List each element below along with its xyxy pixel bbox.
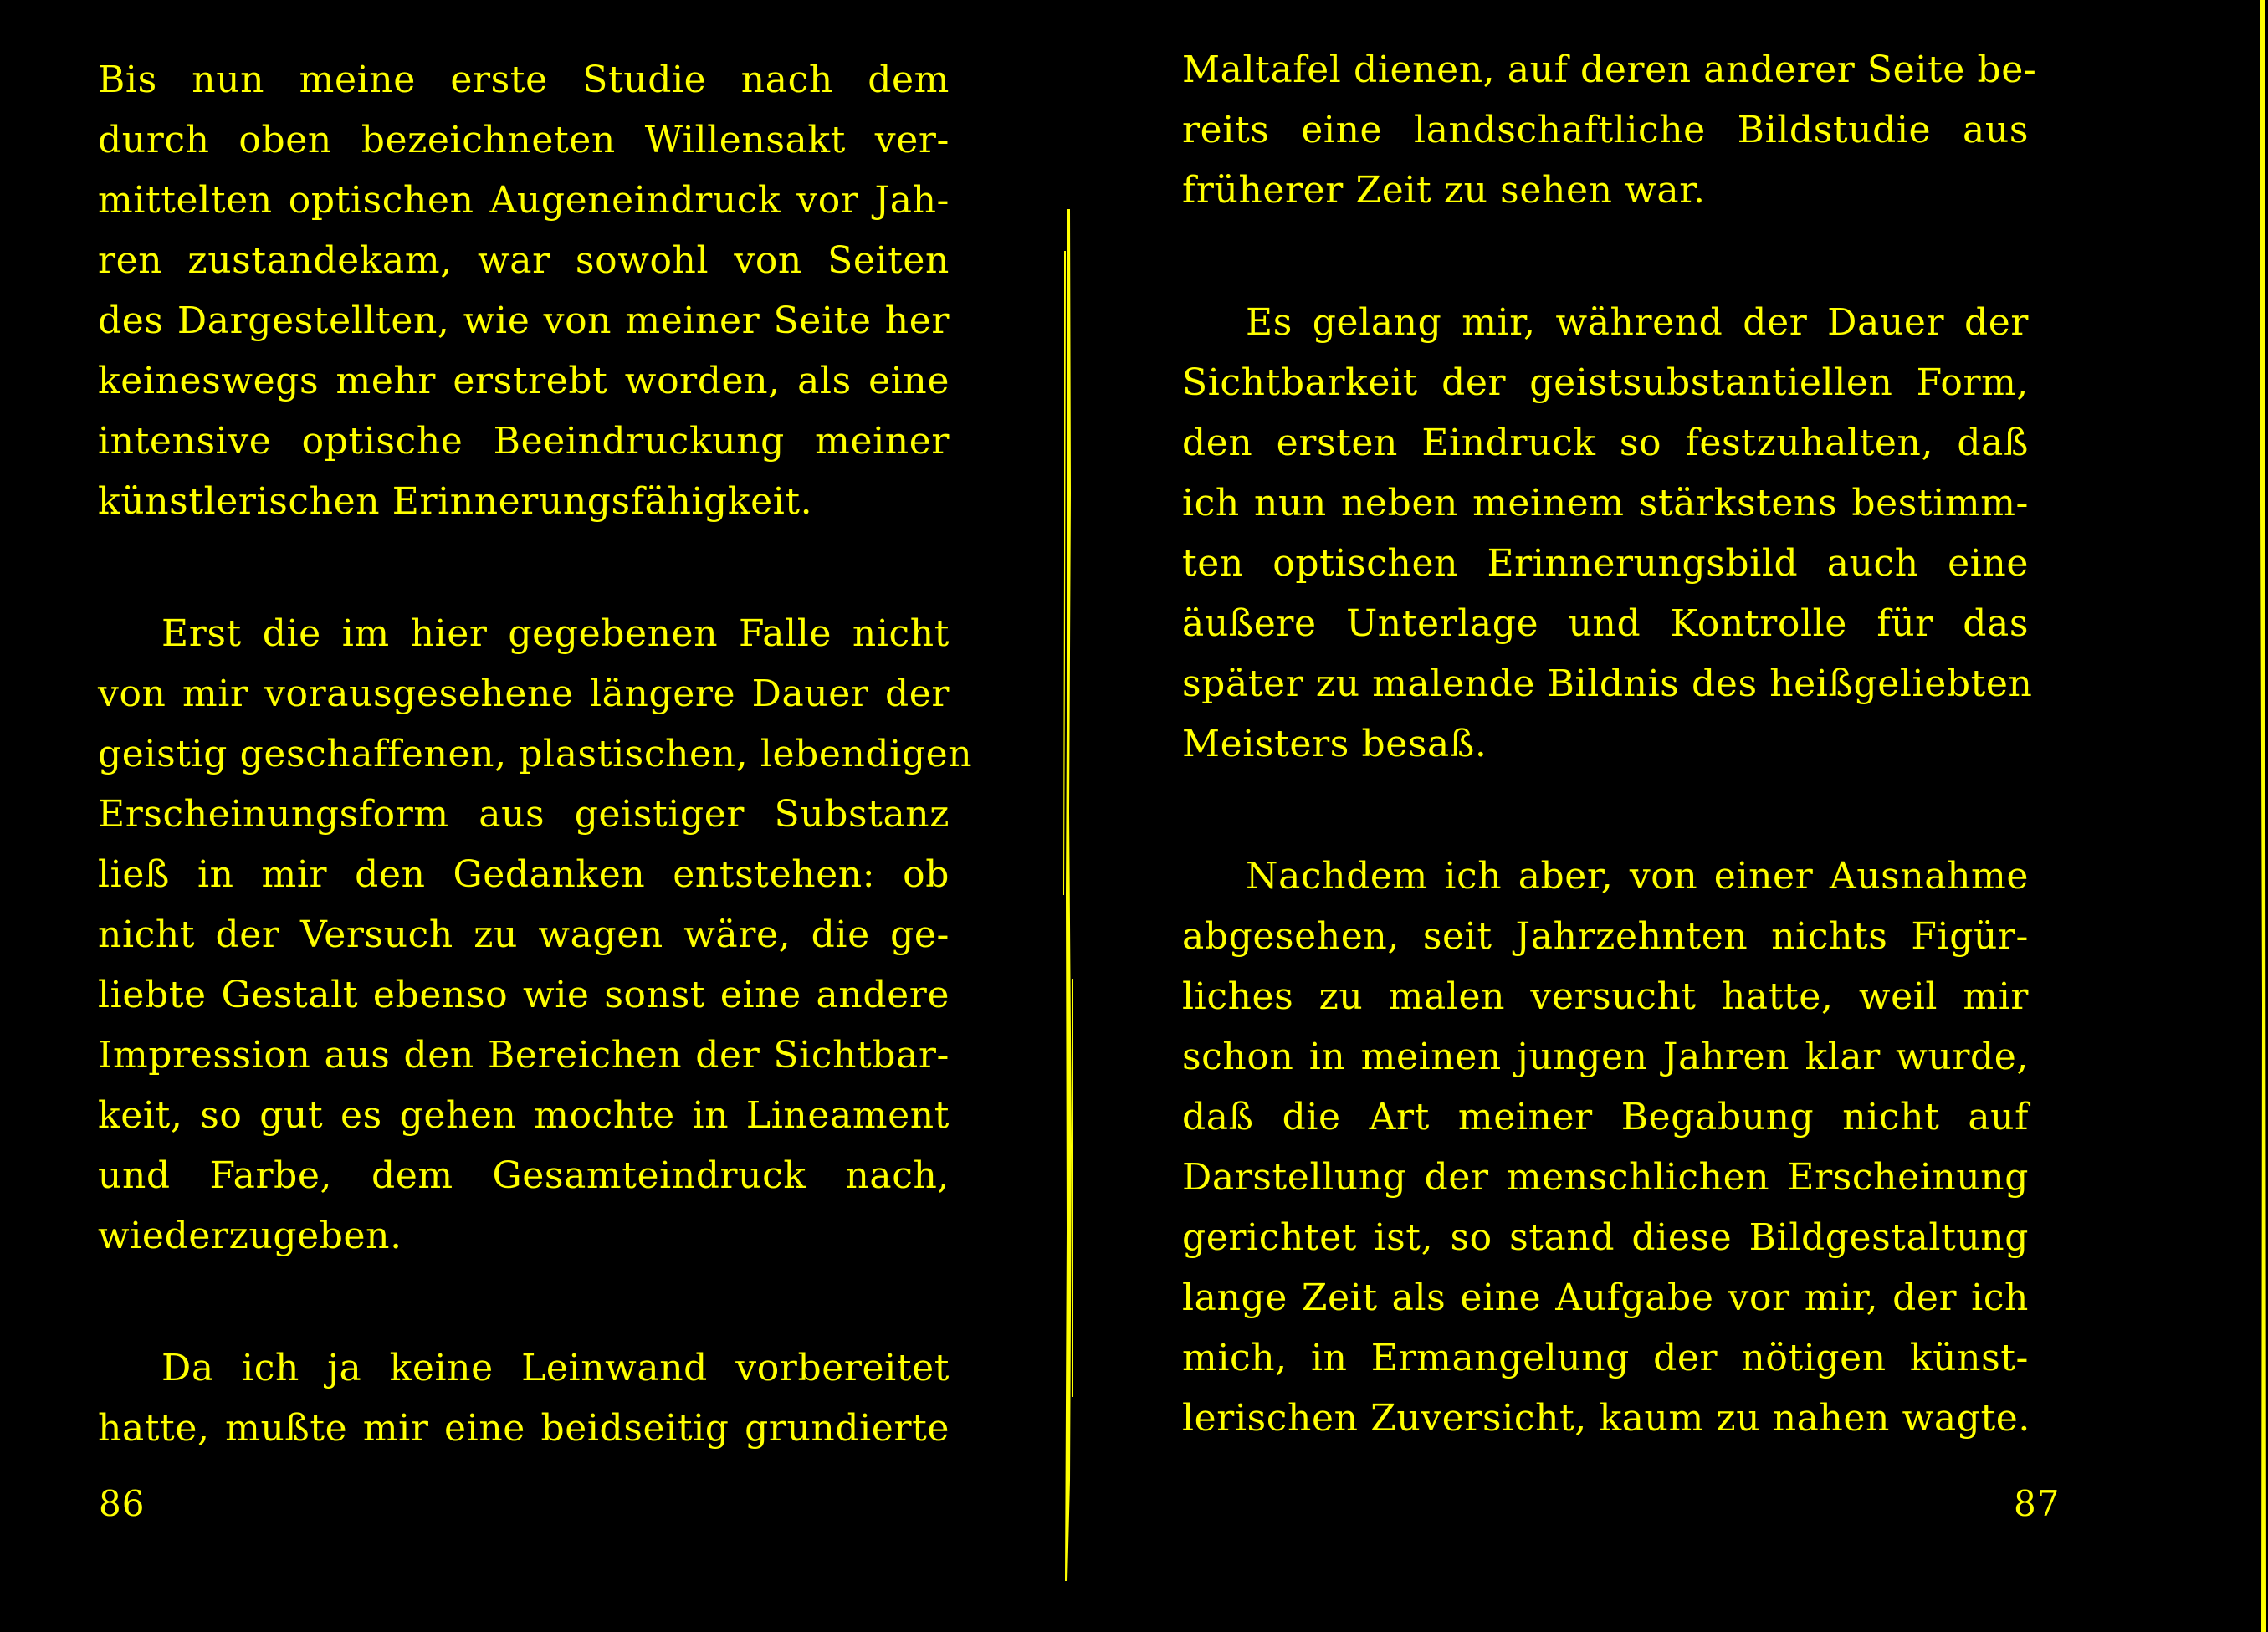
text-line: Da ich ja keine Leinwand vorbereitet <box>161 1347 950 1389</box>
text-line: geistig geschaffenen, plastischen, lebendigen <box>98 733 973 775</box>
left-page <box>0 0 1054 1632</box>
paragraph <box>98 604 973 1266</box>
text-line: gerichtet ist, so stand diese Bildgestaltung <box>1182 1216 2029 1259</box>
text-line: durch oben bezeichneten Willensakt ver- <box>98 119 950 161</box>
text-line: Impression aus den Bereichen der Sichtbar- <box>98 1034 950 1077</box>
paragraph <box>1182 293 2033 775</box>
text-line: keineswegs mehr erstrebt worden, als eine <box>98 360 950 402</box>
text-line: liebte Gestalt ebenso wie sonst eine andere <box>98 974 950 1016</box>
text-line: den ersten Eindruck so festzuhalten, daß <box>1182 422 2029 464</box>
text-line: intensive optische Beeindruckung meiner <box>98 420 950 463</box>
text-line: äußere Unterlage und Kontrolle für das <box>1182 602 2029 645</box>
text-line: reits eine landschaftliche Bildstudie aus <box>1182 109 2029 151</box>
text-line: Darstellung der menschlichen Erscheinung <box>1182 1156 2029 1199</box>
text-line: ren zustandekam, war sowohl von Seiten <box>98 239 950 282</box>
text-line: schon in meinen jungen Jahren klar wurde, <box>1182 1036 2029 1078</box>
page-edge-shadow <box>2255 0 2268 1632</box>
text-line: Nachdem ich aber, von einer Ausnahme <box>1246 855 2029 898</box>
text-line: ließ in mir den Gedanken entstehen: ob <box>98 853 950 896</box>
text-line: Maltafel dienen, auf deren anderer Seite be- <box>1182 49 2037 91</box>
text-line: künstlerischen Erinnerungsfähigkeit. <box>98 480 813 523</box>
paragraph <box>1182 847 2029 1449</box>
text-line: des Dargestellten, wie von meiner Seite her <box>98 299 950 342</box>
text-line: Sichtbarkeit der geistsubstantiellen Form, <box>1182 361 2029 404</box>
text-line: nicht der Versuch zu wagen wäre, die ge- <box>98 913 950 956</box>
text-line: lerischen Zuversicht, kaum zu nahen wagte. <box>1182 1397 2030 1440</box>
text-line: lange Zeit als eine Aufgabe vor mir, der ich <box>1182 1276 2029 1319</box>
text-line: Erscheinungsform aus geistiger Substanz <box>98 793 950 836</box>
text-line: ten optischen Erinnerungsbild auch eine <box>1182 542 2029 585</box>
text-line: ich nun neben meinem stärkstens bestimm- <box>1182 482 2029 524</box>
text-line: liches zu malen versucht hatte, weil mir <box>1182 975 2029 1018</box>
page-number: 86 <box>99 1483 146 1524</box>
paragraph <box>1182 40 2037 221</box>
text-line: hatte, mußte mir eine beidseitig grundierte <box>98 1407 950 1450</box>
text-line: Bis nun meine erste Studie nach dem <box>98 59 950 101</box>
paragraph <box>98 50 950 532</box>
text-line: mich, in Ermangelung der nötigen künst- <box>1182 1337 2029 1379</box>
text-line: früherer Zeit zu sehen war. <box>1182 169 1706 212</box>
text-line: abgesehen, seit Jahrzehnten nichts Figür- <box>1182 915 2029 958</box>
text-line: und Farbe, dem Gesamteindruck nach, <box>98 1154 950 1197</box>
paragraph <box>98 1338 950 1459</box>
text-line: Es gelang mir, während der Dauer der <box>1246 301 2029 344</box>
text-line: wiederzugeben. <box>98 1215 402 1257</box>
text-line: Meisters besaß. <box>1182 723 1487 765</box>
right-page <box>1054 0 2268 1632</box>
text-line: keit, so gut es gehen mochte in Lineament <box>98 1094 950 1137</box>
text-line: von mir vorausgesehene längere Dauer der <box>98 673 950 715</box>
left-page-text <box>98 50 973 1459</box>
right-page-text <box>1182 40 2037 1449</box>
text-line: mittelten optischen Augeneindruck vor Jah- <box>98 179 950 222</box>
text-line: daß die Art meiner Begabung nicht auf <box>1182 1096 2029 1138</box>
page-number: 87 <box>2014 1483 2061 1524</box>
text-line: später zu malende Bildnis des heißgeliebten <box>1182 663 2033 705</box>
text-line: Erst die im hier gegebenen Falle nicht <box>161 612 950 655</box>
